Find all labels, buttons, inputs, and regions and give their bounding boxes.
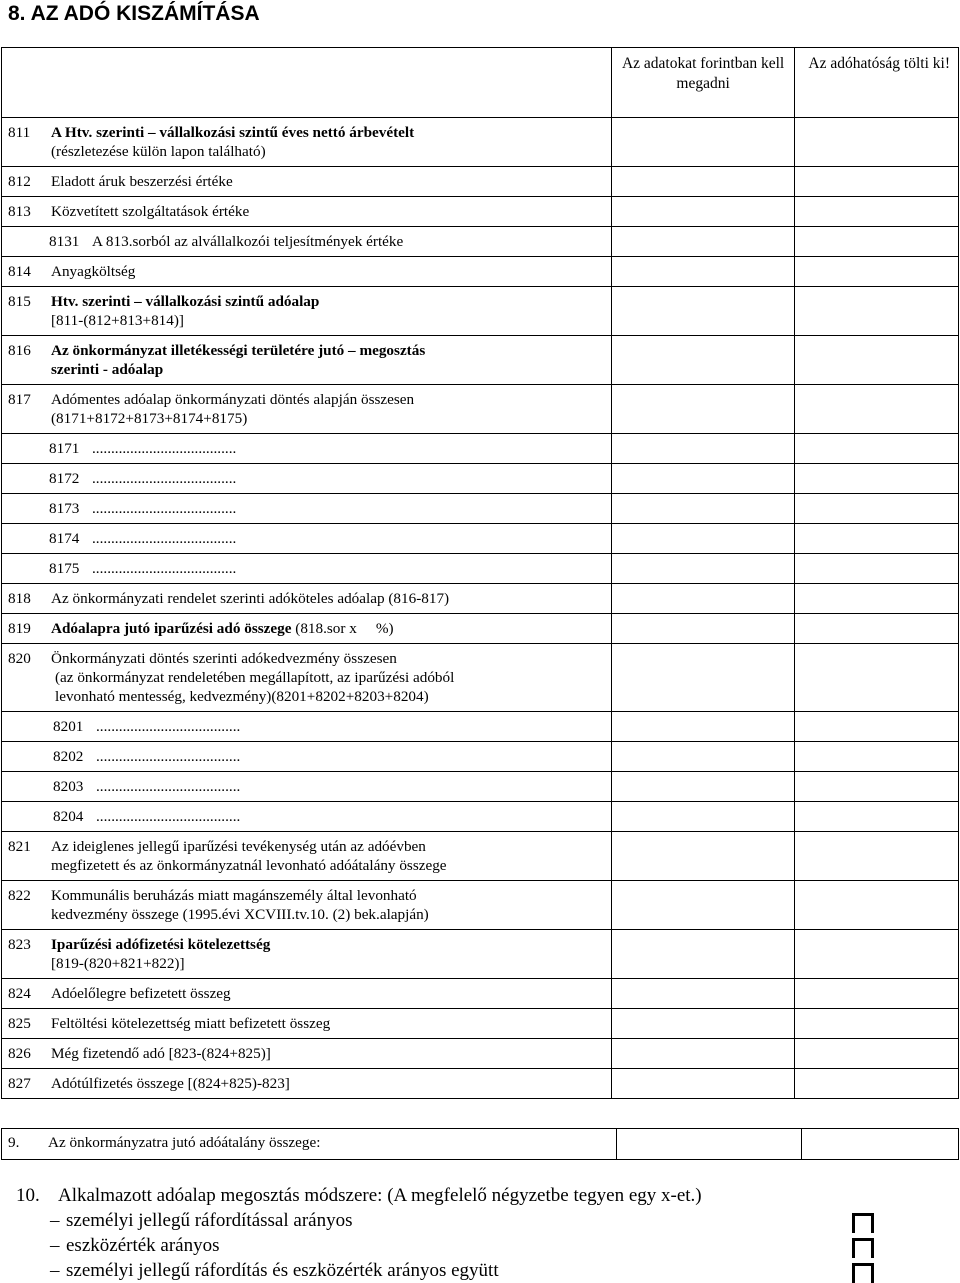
- amount-input-8203[interactable]: [611, 772, 795, 802]
- authority-cell-823: [795, 930, 959, 979]
- row-number: 817: [8, 391, 31, 408]
- authority-cell-826: [795, 1039, 959, 1069]
- table-row-827: [2, 1069, 959, 1099]
- amount-input-8174[interactable]: [611, 524, 795, 554]
- authority-cell-8202: [795, 742, 959, 772]
- row-label-bold: Az önkormányzat illetékességi területére jutó – megosztás: [51, 342, 426, 359]
- authority-cell-824: [795, 979, 959, 1009]
- row-label: Feltöltési kötelezettség miatt befizetett összeg: [51, 1015, 331, 1032]
- table-row-8131: [2, 227, 959, 257]
- row-number: 8174: [49, 530, 80, 547]
- row-label-blank: ......................................: [96, 748, 241, 765]
- amount-input-823[interactable]: [611, 930, 795, 979]
- authority-cell-8201: [795, 712, 959, 742]
- table-row-812: [2, 167, 959, 197]
- row-label: Az önkormányzati rendelet szerinti adóköteles adóalap (816-817): [51, 590, 450, 607]
- row-label-bold-2: szerinti - adóalap: [51, 361, 164, 378]
- amount-input-8172[interactable]: [611, 464, 795, 494]
- amount-input-9[interactable]: [616, 1129, 802, 1160]
- table-row-816: [2, 336, 959, 385]
- authority-cell-8175: [795, 554, 959, 584]
- authority-cell-9: [802, 1129, 959, 1160]
- row-number: 813: [8, 203, 31, 220]
- row-label-blank: ......................................: [96, 808, 241, 825]
- row-label: Önkormányzati döntés szerinti adókedvezmény összesen: [51, 650, 397, 667]
- table-row-815: [2, 287, 959, 336]
- row-label: Anyagköltség: [51, 263, 136, 280]
- row-number: 814: [8, 263, 31, 280]
- row-number: 8203: [53, 778, 84, 795]
- amount-input-814[interactable]: [611, 257, 795, 287]
- row-label: Még fizetendő adó [823-(824+825)]: [51, 1045, 271, 1062]
- row-number: 825: [8, 1015, 31, 1032]
- amount-input-813[interactable]: [611, 197, 795, 227]
- row-label-bold: A Htv. szerinti – vállalkozási szintű éves nettó árbevételt: [51, 124, 415, 141]
- table-row-824: [2, 979, 959, 1009]
- row-number: 8171: [49, 440, 80, 457]
- checkbox-combined[interactable]: [852, 1263, 874, 1283]
- flat-rate-table: [1, 1128, 959, 1160]
- row-number: 824: [8, 985, 31, 1002]
- checkbox-personnel-costs[interactable]: [852, 1213, 874, 1233]
- option-label: személyi jellegű ráfordítással arányos: [66, 1210, 353, 1231]
- table-row-8175: [2, 554, 959, 584]
- row-number: 8131: [49, 233, 80, 250]
- table-row-8172: [2, 464, 959, 494]
- authority-cell-8174: [795, 524, 959, 554]
- authority-cell-817: [795, 385, 959, 434]
- row-number: 818: [8, 590, 31, 607]
- option-row: [16, 1258, 956, 1283]
- row-label-bold: Iparűzési adófizetési kötelezettség: [51, 936, 271, 953]
- row-label-2: (az önkormányzat rendeletében megállapított, az iparűzési adóból: [55, 669, 455, 686]
- table-row-811: [2, 118, 959, 167]
- row-number: 811: [8, 124, 31, 141]
- authority-cell-815: [795, 287, 959, 336]
- row-label-2: (8171+8172+8173+8174+8175): [51, 410, 248, 427]
- amount-input-822[interactable]: [611, 881, 795, 930]
- row-number: 826: [8, 1045, 31, 1062]
- row-label-2: kedvezmény összege (1995.évi XCVIII.tv.10. (2) bek.alapján): [51, 906, 429, 923]
- authority-cell-813: [795, 197, 959, 227]
- row-number: 827: [8, 1075, 31, 1092]
- row-label: Közvetített szolgáltatások értéke: [51, 203, 250, 220]
- table-row-814: [2, 257, 959, 287]
- table-row-821: [2, 832, 959, 881]
- row-number: 816: [8, 342, 31, 359]
- row-number: 8201: [53, 718, 84, 735]
- row-label-2: megfizetett és az önkormányzatnál levonható adóátalány összege: [51, 857, 447, 874]
- amount-input-8173[interactable]: [611, 494, 795, 524]
- authority-cell-8171: [795, 434, 959, 464]
- row-label: Eladott áruk beszerzési értéke: [51, 173, 233, 190]
- row-number: 8202: [53, 748, 84, 765]
- header-authority-column: Az adóhatóság tölti ki!: [795, 48, 959, 118]
- header-empty-cell: [2, 48, 612, 118]
- row-number: 815: [8, 293, 31, 310]
- table-row-819: [2, 614, 959, 644]
- section-title: 8. AZ ADÓ KISZÁMÍTÁSA: [8, 2, 260, 25]
- row-label-blank: ......................................: [96, 718, 241, 735]
- authority-cell-814: [795, 257, 959, 287]
- row-label: [811-(812+813+814)]: [51, 312, 184, 329]
- amount-input-815[interactable]: [611, 287, 795, 336]
- table-row-823: [2, 930, 959, 979]
- row-label-bold: Adóalapra jutó iparűzési adó összege: [51, 620, 292, 637]
- row-label: Az önkormányzatra jutó adóátalány összege:: [48, 1134, 321, 1151]
- authority-cell-816: [795, 336, 959, 385]
- authority-cell-8173: [795, 494, 959, 524]
- checkbox-asset-value[interactable]: [852, 1238, 874, 1258]
- amount-input-811[interactable]: [611, 118, 795, 167]
- table-row-826: [2, 1039, 959, 1069]
- header-amount-column: Az adatokat forintban kell megadni: [611, 48, 795, 118]
- row-label: Az ideiglenes jellegű iparűzési tevékenység után az adóévben: [51, 838, 426, 855]
- row-number: 823: [8, 936, 31, 953]
- row-number: 9.: [8, 1134, 20, 1151]
- authority-cell-8203: [795, 772, 959, 802]
- amount-input-8131[interactable]: [611, 227, 795, 257]
- table-row-9: [2, 1129, 959, 1160]
- authority-cell-8131: [795, 227, 959, 257]
- authority-cell-811: [795, 118, 959, 167]
- row-label-blank: ......................................: [92, 500, 237, 517]
- row-number: 822: [8, 887, 31, 904]
- table-row-813: [2, 197, 959, 227]
- table-row-817: [2, 385, 959, 434]
- option-row: [16, 1233, 956, 1258]
- option-label: eszközérték arányos: [66, 1235, 220, 1256]
- amount-input-8171[interactable]: [611, 434, 795, 464]
- amount-input-816[interactable]: [611, 336, 795, 385]
- authority-cell-818: [795, 584, 959, 614]
- amount-input-820[interactable]: [611, 644, 795, 712]
- amount-input-819[interactable]: [611, 614, 795, 644]
- row-number: 8175: [49, 560, 80, 577]
- row-label: Adótúlfizetés összege [(824+825)-823]: [51, 1075, 290, 1092]
- authority-cell-820: [795, 644, 959, 712]
- row-label-2: [819-(820+821+822)]: [51, 955, 185, 972]
- amount-input-818[interactable]: [611, 584, 795, 614]
- row-number: 820: [8, 650, 31, 667]
- row-label-bold: Htv. szerinti – vállalkozási szintű adóalap: [51, 293, 320, 310]
- authority-cell-819: [795, 614, 959, 644]
- table-row-822: [2, 881, 959, 930]
- row-number: 819: [8, 620, 31, 637]
- amount-input-817[interactable]: [611, 385, 795, 434]
- authority-cell-812: [795, 167, 959, 197]
- row-label-blank: ......................................: [96, 778, 241, 795]
- table-row-8171: [2, 434, 959, 464]
- section-number: 10.: [16, 1185, 40, 1206]
- amount-input-821[interactable]: [611, 832, 795, 881]
- authority-cell-825: [795, 1009, 959, 1039]
- row-label: Kommunális beruházás miatt magánszemély által levonható: [51, 887, 417, 904]
- option-label: személyi jellegű ráfordítás és eszközérték arányos együtt: [66, 1260, 499, 1281]
- row-label: (részletezése külön lapon található): [51, 143, 266, 160]
- row-label-tail: (818.sor x %): [295, 620, 394, 637]
- option-row: [16, 1208, 956, 1233]
- dash-bullet: –: [50, 1260, 60, 1281]
- dash-bullet: –: [50, 1235, 60, 1256]
- table-row-8174: [2, 524, 959, 554]
- row-label-blank: ......................................: [92, 560, 237, 577]
- section-heading: Alkalmazott adóalap megosztás módszere: (A megfelelő négyzetbe tegyen egy x-et.): [58, 1185, 702, 1206]
- table-row-8201: [2, 712, 959, 742]
- allocation-method-section: [16, 1183, 956, 1283]
- row-label-blank: ......................................: [92, 530, 237, 547]
- table-row-820: [2, 644, 959, 712]
- table-header-row: [2, 48, 959, 118]
- row-label-blank: ......................................: [92, 470, 237, 487]
- amount-input-8175[interactable]: [611, 554, 795, 584]
- amount-input-824[interactable]: [611, 979, 795, 1009]
- table-row-8203: [2, 772, 959, 802]
- row-number: 8204: [53, 808, 84, 825]
- amount-input-8202[interactable]: [611, 742, 795, 772]
- authority-cell-821: [795, 832, 959, 881]
- authority-cell-8204: [795, 802, 959, 832]
- authority-cell-822: [795, 881, 959, 930]
- amount-input-8204[interactable]: [611, 802, 795, 832]
- table-row-8173: [2, 494, 959, 524]
- amount-input-826[interactable]: [611, 1039, 795, 1069]
- row-number: 812: [8, 173, 31, 190]
- authority-cell-827: [795, 1069, 959, 1099]
- amount-input-8201[interactable]: [611, 712, 795, 742]
- row-label: A 813.sorból az alvállalkozói teljesítmények értéke: [92, 233, 404, 250]
- row-number: 821: [8, 838, 31, 855]
- table-row-8204: [2, 802, 959, 832]
- amount-input-825[interactable]: [611, 1009, 795, 1039]
- row-label: Adóelőlegre befizetett összeg: [51, 985, 231, 1002]
- dash-bullet: –: [50, 1210, 60, 1231]
- row-number: 8172: [49, 470, 80, 487]
- tax-calculation-table: [1, 47, 959, 1099]
- row-label-3: levonható mentesség, kedvezmény)(8201+8202+8203+8204): [55, 688, 429, 705]
- authority-cell-8172: [795, 464, 959, 494]
- row-label-blank: ......................................: [92, 440, 237, 457]
- table-row-825: [2, 1009, 959, 1039]
- table-row-8202: [2, 742, 959, 772]
- amount-input-827[interactable]: [611, 1069, 795, 1099]
- row-number: 8173: [49, 500, 80, 517]
- amount-input-812[interactable]: [611, 167, 795, 197]
- row-label: Adómentes adóalap önkormányzati döntés alapján összesen: [51, 391, 415, 408]
- table-row-818: [2, 584, 959, 614]
